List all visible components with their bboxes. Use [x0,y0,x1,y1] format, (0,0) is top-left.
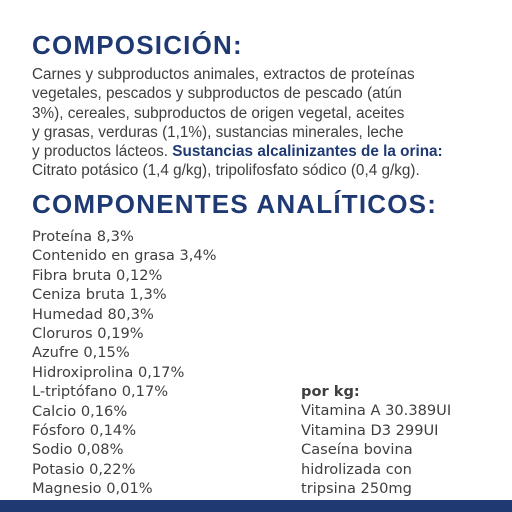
list-item: tripsina 250mg [301,480,412,498]
list-item: Azufre 0,15% [32,344,130,362]
per-kg-title: por kg: [301,383,360,400]
list-item: Magnesio 0,01% [32,480,153,498]
composition-line-text: y productos lácteos. [32,143,173,161]
list-item: Vitamina A 30.389UI [301,402,452,420]
list-item: Potasio 0,22% [32,460,136,478]
list-item: Hidroxiprolina 0,17% [32,363,185,381]
list-item: Fósforo 0,14% [32,422,137,440]
composition-heading: COMPOSICIÓN: [32,30,243,60]
list-item: Fibra bruta 0,12% [32,266,163,284]
analytical-list [32,227,217,499]
list-item: Cloruros 0,19% [32,325,144,343]
list-item: Caseína bovina [301,441,413,459]
list-item: Calcio 0,16% [32,402,128,420]
list-item: Proteína 8,3% [32,228,134,245]
composition-line [32,142,502,161]
composition-line: Citrato potásico (1,4 g/kg), tripolifosfato sódico (0,4 g/kg). [32,162,420,180]
list-item: hidrolizada con [301,460,412,478]
composition-line: 3%), cereales, subproductos de origen vegetal, aceites [32,104,405,122]
composition-text [32,65,502,181]
list-item: Humedad 80,3% [32,305,154,323]
list-item: Contenido en grasa 3,4% [32,247,217,265]
composition-line: Carnes y subproductos animales, extractos de proteínas [32,66,415,83]
list-item: Sodio 0,08% [32,441,124,459]
analytical-heading: COMPONENTES ANALÍTICOS: [32,189,438,219]
list-item: Vitamina D3 299UI [301,421,439,439]
list-item: L-triptófano 0,17% [32,383,169,401]
composition-line: vegetales, pescados y subproductos de pescado (atún [32,85,402,103]
bottom-bar [0,500,512,512]
composition-line: y grasas, verduras (1,1%), sustancias minerales, leche [32,123,404,141]
per-kg-list [301,382,451,498]
list-item: Ceniza bruta 1,3% [32,286,167,304]
urinary-alkalizers-label: Sustancias alcalinizantes de la orina: [172,143,443,161]
